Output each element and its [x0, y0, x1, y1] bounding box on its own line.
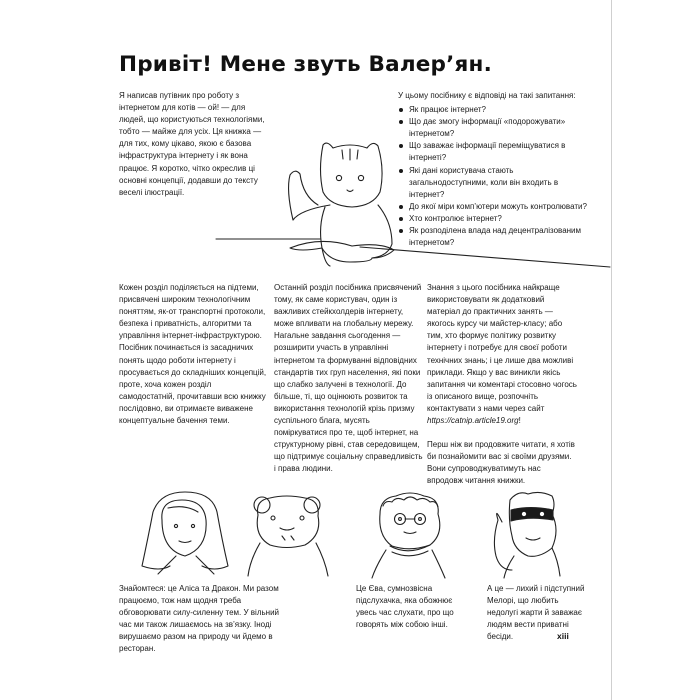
list-item: Що заважає інформації переміщуватися в інтернеті?	[398, 140, 588, 164]
list-item: Які дані користувача стають загальнодоступними, коли він входить в інтернет?	[398, 165, 588, 201]
column-3-text-end: !	[518, 416, 521, 426]
caption-eva-text: Це Єва, сумнозвісна підслухачка, яка обожнює увесь час слухати, про що говорять між собою інші.	[356, 584, 454, 630]
page-title: Привіт! Мене звуть Валер’ян.	[119, 52, 492, 77]
site-link[interactable]: https://catnip.article19.org	[427, 416, 519, 426]
intro-text: Я написав путівник про роботу з інтернетом для котів — ой! — для людей, що користуються технологіями, тобто — майже для усіх. Ця книжка — для тих, кому цікаво, якою є базова інфраструктура інтернету і як вона працює. Я коротко, чітко окреслив ці основні концепції, додавши до тексту веселі ілюстрації.	[119, 91, 265, 197]
list-item: Як розподілена влада над децентралізованим інтернетом?	[398, 225, 588, 249]
column-2-text: Останній розділ посібника присвячений тому, як саме користувач, один із важливих стейкхолдерів інтернету, може впливати на глобальну мережу. Нагальне завдання сьогодення — розширити участь в управлінні інтернетом та формуванні відповідних стандартів тих груп населення, які поки що слабко залучені в технології. До більше, ті, що оцінюють розвиток та використання технологій крізь призму суспільного блага, мусять поміркуватися про те, щоб інтернет, на структурному рівні, став середовищем, що підтримує соціальну справедливість і права людини.	[274, 283, 423, 474]
column-1-text: Кожен розділ поділяється на підтеми, присвячені широким технологічним поняттям, як-от транспортні протоколи, безпека і приватність, алгоритми та управління інтернет-інфраструктурою. Посібник починається із засадничих понять щодо роботи інтернету і просувається до складніших концепцій, проте, хоча кожен розділ самодостатній, прочитавши всю книжку послідовно, ви отримаєте виважене концептуальне бачення теми.	[119, 283, 267, 426]
caption-eva	[356, 583, 464, 631]
caption-alice	[119, 583, 285, 656]
caption-melori-text: А це — лихий і підступний Мелорі, що любить недолугі жарти й заважає людям вести приватні бесіди.	[487, 584, 585, 642]
questions-intro: У цьому посібнику є відповіді на такі запитання:	[398, 91, 576, 100]
caption-melori	[487, 583, 590, 643]
page-number: xiii	[557, 631, 569, 641]
caption-alice-text: Знайомтеся: це Аліса та Дракон. Ми разом працюємо, тож нам щодня треба обговорювати силу-силенну тем. У вільний час ми також лишаємось на зв’язку. Іноді вирушаємо разом на природу чи йдемо в ресторан.	[119, 584, 280, 654]
list-item: Хто контролює інтернет?	[398, 213, 588, 225]
list-item: Як працює інтернет?	[398, 104, 588, 116]
column-3-text: Знання з цього посібника найкраще використовувати як додатковий матеріал до практичних занять — якогось курсу чи майстер-класу; або тим, хто формує політику розвитку інтернету і потребує для своєї роботи технічних знань; і це лише два можливі приклади. Якщо у вас виникли якісь запитання чи коментарі стосовно чогось із описаного вище, розпочніть контактувати з нами через сайт	[427, 283, 577, 413]
column-3-paragraph-2: Перш ніж ви продовжите читати, я хотів би познайомити вас зі своїми друзями. Вони супроводжуватимуть нас впродовж читання книжки.	[427, 440, 575, 486]
list-item: Що дає змогу інформації «подорожувати» інтернетом?	[398, 116, 588, 140]
list-item: До якої міри комп’ютери можуть контролювати?	[398, 201, 588, 213]
